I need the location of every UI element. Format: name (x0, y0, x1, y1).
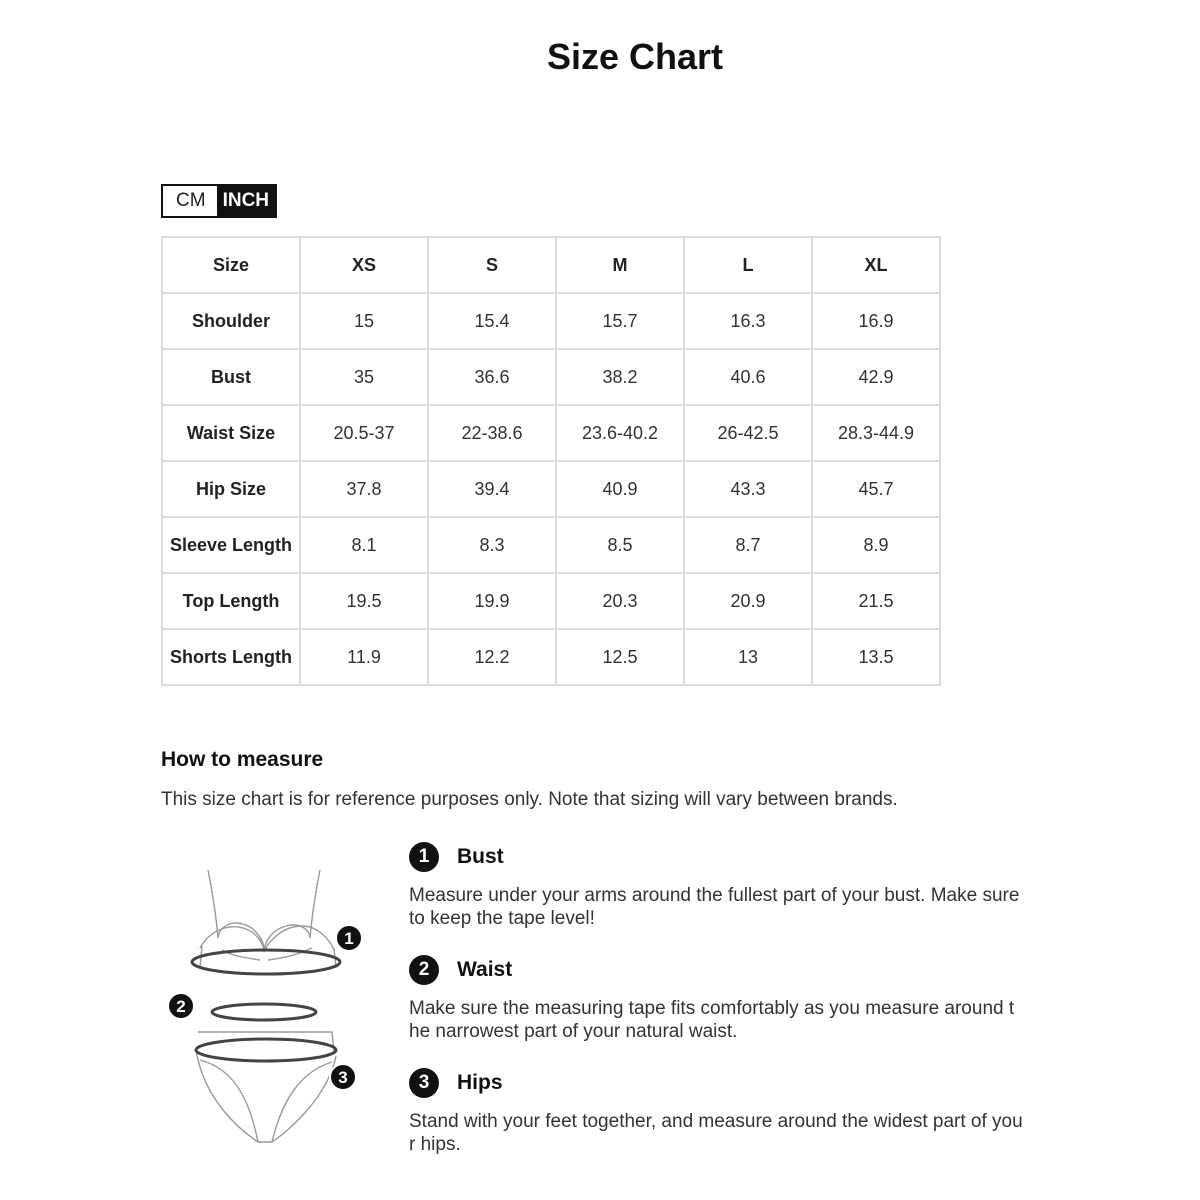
table-cell: 23.6-40.2 (556, 405, 684, 461)
table-cell: 20.9 (684, 573, 812, 629)
table-row (162, 293, 940, 349)
table-row (162, 461, 940, 517)
row-label: Waist Size (162, 405, 300, 461)
step-title: Hips (457, 1071, 503, 1094)
row-label: Bust (162, 349, 300, 405)
header-size-s: S (428, 237, 556, 293)
row-label: Shoulder (162, 293, 300, 349)
measure-step-hips (409, 1068, 1024, 1156)
row-label: Shorts Length (162, 629, 300, 685)
table-cell: 26-42.5 (684, 405, 812, 461)
table-cell: 35 (300, 349, 428, 405)
row-label: Hip Size (162, 461, 300, 517)
step-description: Stand with your feet together, and measure around the widest part of your hips. (409, 1111, 1023, 1155)
row-label: Sleeve Length (162, 517, 300, 573)
table-cell: 21.5 (812, 573, 940, 629)
table-cell: 28.3-44.9 (812, 405, 940, 461)
marker-2: 2 (176, 997, 186, 1016)
step-number-icon: 1 (409, 842, 439, 872)
table-cell: 40.6 (684, 349, 812, 405)
table-cell: 8.3 (428, 517, 556, 573)
unit-inch-button[interactable]: INCH (217, 186, 275, 216)
table-cell: 45.7 (812, 461, 940, 517)
marker-1: 1 (344, 929, 354, 948)
table-cell: 43.3 (684, 461, 812, 517)
header-size-xl: XL (812, 237, 940, 293)
table-cell: 15.4 (428, 293, 556, 349)
table-cell: 8.1 (300, 517, 428, 573)
table-cell: 39.4 (428, 461, 556, 517)
table-cell: 22-38.6 (428, 405, 556, 461)
page-title: Size Chart (546, 36, 724, 77)
table-cell: 8.5 (556, 517, 684, 573)
table-cell: 8.9 (812, 517, 940, 573)
step-description: Measure under your arms around the fullest part of your bust. Make sure to keep the tape level! (409, 885, 1020, 929)
measure-step-bust (409, 842, 1024, 930)
header-size-label: Size (162, 237, 300, 293)
measure-step-waist (409, 955, 1024, 1043)
table-row (162, 629, 940, 685)
table-cell: 38.2 (556, 349, 684, 405)
table-cell: 12.5 (556, 629, 684, 685)
bikini-measure-figure-icon (160, 860, 370, 1150)
table-row (162, 517, 940, 573)
how-to-measure-heading: How to measure (161, 748, 324, 771)
step-title: Waist (457, 958, 513, 981)
table-cell: 19.9 (428, 573, 556, 629)
header-size-xs: XS (300, 237, 428, 293)
table-cell: 15.7 (556, 293, 684, 349)
table-cell: 19.5 (300, 573, 428, 629)
row-label: Top Length (162, 573, 300, 629)
table-cell: 16.9 (812, 293, 940, 349)
table-row (162, 405, 940, 461)
table-cell: 12.2 (428, 629, 556, 685)
marker-3: 3 (338, 1068, 348, 1087)
table-cell: 42.9 (812, 349, 940, 405)
step-title: Bust (457, 845, 504, 868)
table-cell: 20.5-37 (300, 405, 428, 461)
table-cell: 13 (684, 629, 812, 685)
size-table (161, 236, 941, 686)
unit-toggle (161, 184, 277, 218)
step-number-icon: 2 (409, 955, 439, 985)
table-cell: 37.8 (300, 461, 428, 517)
unit-cm-button[interactable]: CM (163, 186, 217, 216)
header-size-m: M (556, 237, 684, 293)
table-header-row (162, 237, 940, 293)
table-cell: 11.9 (300, 629, 428, 685)
reference-note: This size chart is for reference purposes only. Note that sizing will vary between brands. (161, 789, 898, 810)
table-cell: 8.7 (684, 517, 812, 573)
header-size-l: L (684, 237, 812, 293)
step-description: Make sure the measuring tape fits comfortably as you measure around the narrowest part of your natural waist. (409, 998, 1015, 1042)
table-cell: 40.9 (556, 461, 684, 517)
table-cell: 16.3 (684, 293, 812, 349)
table-cell: 15 (300, 293, 428, 349)
table-cell: 20.3 (556, 573, 684, 629)
table-row (162, 349, 940, 405)
table-cell: 36.6 (428, 349, 556, 405)
step-number-icon: 3 (409, 1068, 439, 1098)
table-cell: 13.5 (812, 629, 940, 685)
table-row (162, 573, 940, 629)
